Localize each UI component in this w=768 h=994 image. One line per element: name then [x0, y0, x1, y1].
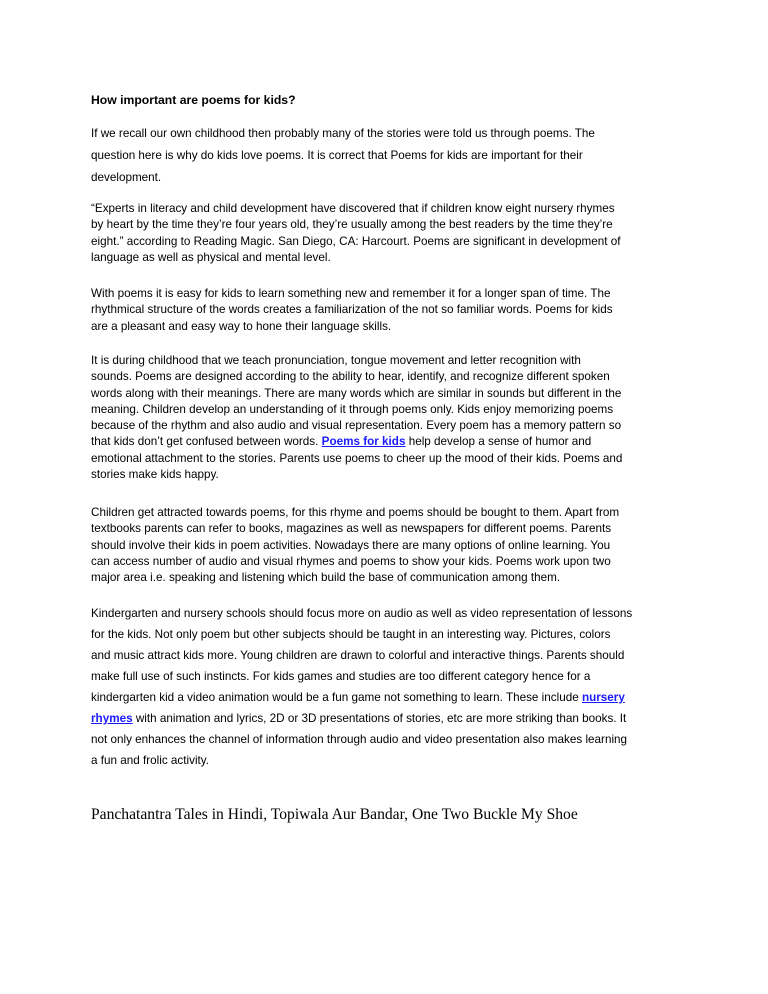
text-line: sounds. Poems are designed according to the ability to hear, identify, and recognize different spoken — [91, 370, 610, 384]
text-line: It is during childhood that we teach pronunciation, tongue movement and letter recognition with — [91, 354, 581, 367]
paragraph-experts-quote — [91, 201, 691, 266]
text-line: rhythmical structure of the words creates a familiarization of the not so familiar words. Poems for kids — [91, 303, 613, 317]
text-line: emotional attachment to the stories. Parents use poems to cheer up the mood of their kids. Poems and — [91, 451, 623, 465]
text-line: language as well as physical and mental level. — [91, 250, 331, 264]
text-line: meaning. Children develop an understanding of it through poems only. Kids enjoy memorizing poems — [91, 402, 614, 416]
text-line: With poems it is easy for kids to learn something new and remember it for a longer span of time. The — [91, 287, 611, 300]
text-line: major area i.e. speaking and listening which build the base of communication among them. — [91, 571, 561, 585]
footer-related-links: Panchatantra Tales in Hindi, Topiwala Aur Bandar, One Two Buckle My Shoe — [91, 806, 578, 823]
paragraph-intro — [91, 123, 691, 189]
text-line-with-link — [91, 434, 691, 450]
text-line-with-link — [91, 687, 691, 708]
paragraph-pronunciation — [91, 353, 691, 483]
poems-for-kids-link[interactable]: Poems for kids — [321, 435, 406, 449]
text-line-with-link — [91, 708, 691, 729]
text-line: should involve their kids in poem activities. Nowadays there are many options of online learning. You — [91, 538, 611, 552]
paragraph-kindergarten — [91, 603, 691, 771]
text-line: words along with their meanings. There are many words which are similar in sounds but different in the — [91, 386, 622, 400]
text-line: Kindergarten and nursery schools should focus more on audio as well as video representation of lessons — [91, 607, 633, 620]
text-line: stories make kids happy. — [91, 468, 219, 482]
text-line: a fun and frolic activity. — [91, 754, 210, 767]
text-line: are a pleasant and easy way to hone their language skills. — [91, 319, 392, 333]
text-line: development. — [91, 171, 162, 184]
paragraph-easy-learning — [91, 286, 691, 335]
text-fragment: with animation and lyrics, 2D or 3D presentations of stories, etc are more striking than books. It — [132, 712, 627, 725]
text-line: by heart by the time they’re four years old, they’re usually among the best readers by the time they’re — [91, 218, 613, 232]
text-fragment: help develop a sense of humor and — [405, 435, 592, 449]
text-line: If we recall our own childhood then probably many of the stories were told us through poems. The — [91, 127, 595, 140]
text-line: textbooks parents can refer to books, magazines as well as newspapers for different poems. Parents — [91, 522, 612, 536]
nursery-rhymes-link-part1[interactable]: nursery — [581, 691, 625, 704]
text-line: because of the rhythm and also audio and visual representation. Every poem has a memory pattern so — [91, 419, 622, 433]
page-title: How important are poems for kids? — [91, 93, 296, 107]
paragraph-attraction — [91, 505, 691, 586]
text-line: and music attract kids more. Young children are drawn to colorful and interactive things. Parents should — [91, 649, 625, 662]
text-fragment: that kids don’t get confused between words. — [91, 435, 322, 449]
text-line: for the kids. Not only poem but other subjects should be taught in an interesting way. Pictures, colors — [91, 628, 611, 641]
nursery-rhymes-link-part2[interactable]: rhymes — [91, 712, 133, 725]
text-line: Children get attracted towards poems, for this rhyme and poems should be bought to them. Apart from — [91, 506, 620, 519]
text-line: not only enhances the channel of information through audio and video presentation also makes learning — [91, 733, 628, 746]
text-line: eight.” according to Reading Magic. San Diego, CA: Harcourt. Poems are significant in development of — [91, 234, 621, 248]
text-line: “Experts in literacy and child development have discovered that if children know eight nursery rhymes — [91, 202, 615, 215]
text-line: make full use of such instincts. For kids games and studies are too different category hence for a — [91, 670, 591, 683]
text-line: question here is why do kids love poems. It is correct that Poems for kids are important for their — [91, 149, 583, 162]
text-fragment: kindergarten kid a video animation would be a fun game not something to learn. These include — [91, 691, 582, 704]
text-line: can access number of audio and visual rhymes and poems to show your kids. Poems work upon two — [91, 554, 611, 568]
